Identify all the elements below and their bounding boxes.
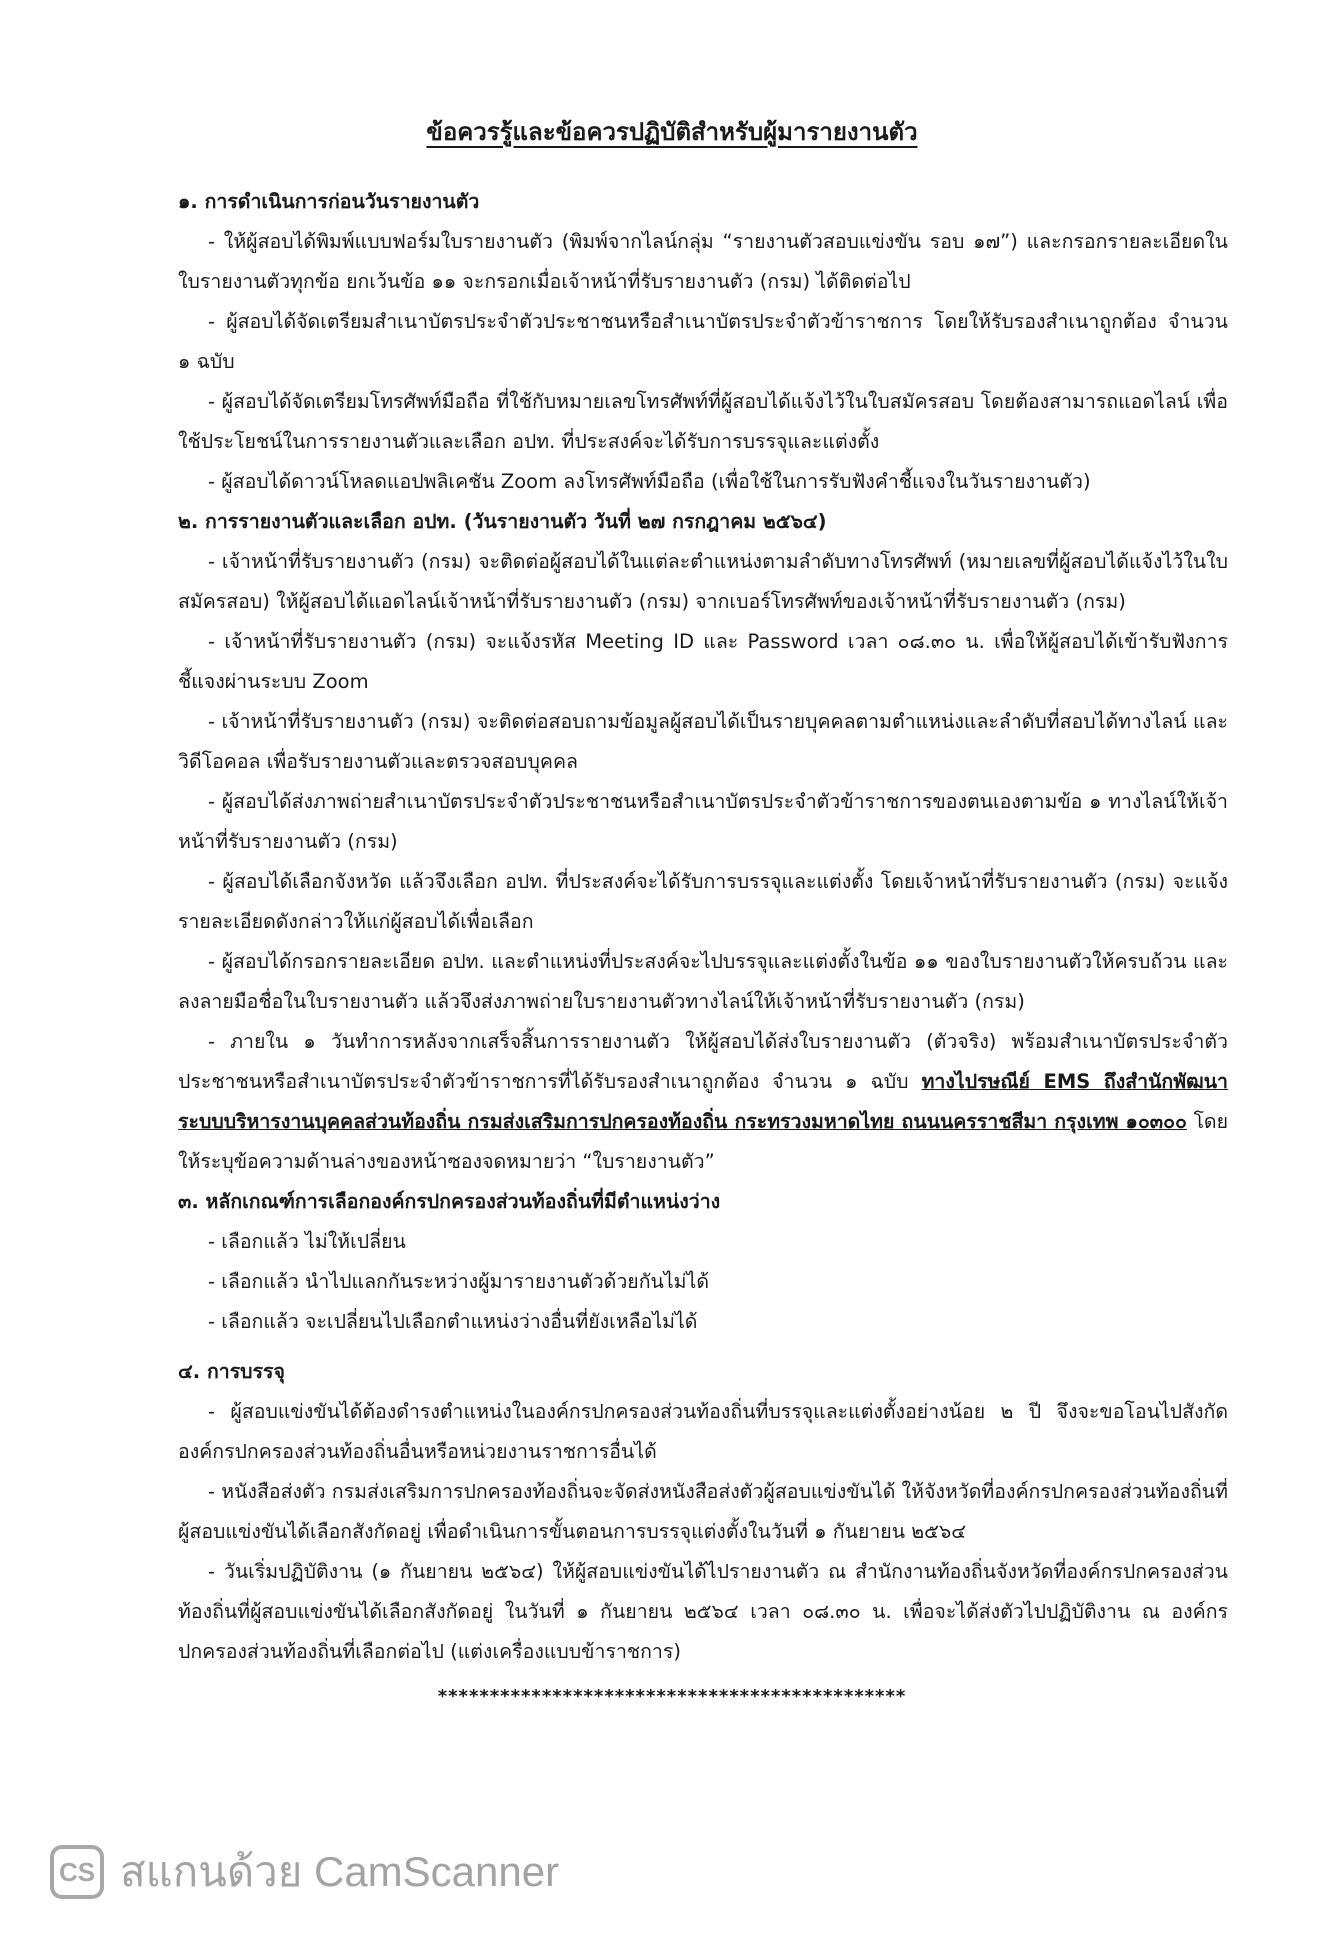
section-2-item-7 [178, 1022, 1228, 1182]
section-2-item-3: - เจ้าหน้าที่รับรายงานตัว (กรม) จะติดต่อสอบถามข้อมูลผู้สอบได้เป็นรายบุคคลตามตำแหน่งและลำดับที่สอบได้ทางไลน์ และวิดีโอคอล เพื่อรับรายงานตัวและตรวจสอบบุคคล [178, 710, 1228, 773]
section-4-item-2: - หนังสือส่งตัว กรมส่งเสริมการปกครองท้องถิ่นจะจัดส่งหนังสือส่งตัวผู้สอบแข่งขันได้ ให้จังหวัดที่องค์กรปกครองส่วนท้องถิ่นที่ผู้สอบแข่งขันได้เลือกสังกัดอยู่ เพื่อดำเนินการขั้นตอนการบรรจุแต่งตั้งในวันที่ ๑ กันยายน ๒๕๖๔ [178, 1480, 1228, 1543]
section-2-item-2: - เจ้าหน้าที่รับรายงานตัว (กรม) จะแจ้งรหัส Meeting ID และ Password เวลา ๐๘.๓๐ น. เพื่อให้ผู้สอบได้เข้ารับฟังการชี้แจงผ่านระบบ Zoom [178, 630, 1228, 693]
section-1-item-1: - ให้ผู้สอบได้พิมพ์แบบฟอร์มใบรายงานตัว (พิมพ์จากไลน์กลุ่ม “รายงานตัวสอบแข่งขัน รอบ ๑๗”) และกรอกรายละเอียดในใบรายงานตัวทุกข้อ ยกเว้นข้อ ๑๑ จะกรอกเมื่อเจ้าหน้าที่รับรายงานตัว (กรม) ได้ติดต่อไป [178, 230, 1228, 293]
section-1-item-2: - ผู้สอบได้จัดเตรียมสำเนาบัตรประจำตัวประชาชนหรือสำเนาบัตรประจำตัวข้าราชการ โดยให้รับรองสำเนาถูกต้อง จำนวน ๑ ฉบับ [178, 310, 1228, 373]
section-2-item-5: - ผู้สอบได้เลือกจังหวัด แล้วจึงเลือก อปท. ที่ประสงค์จะได้รับการบรรจุและแต่งตั้ง โดยเจ้าหน้าที่รับรายงานตัว (กรม) จะแจ้งรายละเอียดดังกล่าวให้แก่ผู้สอบได้เพื่อเลือก [178, 870, 1228, 933]
section-1-item-4: - ผู้สอบได้ดาวน์โหลดแอปพลิเคชัน Zoom ลงโทรศัพท์มือถือ (เพื่อใช้ในการรับฟังคำชี้แจงในวันรายงานตัว) [208, 470, 1091, 493]
section-2-item-4: - ผู้สอบได้ส่งภาพถ่ายสำเนาบัตรประจำตัวประชาชนหรือสำเนาบัตรประจำตัวข้าราชการของตนเองตามข้อ ๑ ทางไลน์ให้เจ้าหน้าที่รับรายงานตัว (กรม) [178, 790, 1228, 853]
section-gap [178, 1342, 1228, 1352]
section-2-item-1: - เจ้าหน้าที่รับรายงานตัว (กรม) จะติดต่อผู้สอบได้ในแต่ละตำแหน่งตามลำดับทางโทรศัพท์ (หมายเลขที่ผู้สอบได้แจ้งไว้ในใบสมัครสอบ) ให้ผู้สอบได้แอดไลน์เจ้าหน้าที่รับรายงานตัว (กรม) จากเบอร์โทรศัพท์ของเจ้าหน้าที่รับรายงานตัว (กรม) [178, 550, 1228, 613]
section-2-item-6: - ผู้สอบได้กรอกรายละเอียด อปท. และตำแหน่งที่ประสงค์จะไปบรรจุและแต่งตั้งในข้อ ๑๑ ของใบรายงานตัวให้ครบถ้วน และลงลายมือชื่อในใบรายงานตัว แล้วจึงส่งภาพถ่ายใบรายงานตัวทางไลน์ให้เจ้าหน้าที่รับรายงานตัว (กรม) [178, 950, 1228, 1013]
section-2-item-7-before: - ภายใน ๑ วันทำการหลังจากเสร็จสิ้นการรายงานตัว ให้ผู้สอบได้ส่งใบรายงานตัว (ตัวจริง) พร้อมสำเนาบัตรประจำตัวประชาชนหรือสำเนาบัตรประจำตัวข้าราชการที่ได้รับรองสำเนาถูกต้อง จำนวน ๑ ฉบับ [178, 1030, 1228, 1093]
section-3-item-3: - เลือกแล้ว จะเปลี่ยนไปเลือกตำแหน่งว่างอื่นที่ยังเหลือไม่ได้ [208, 1310, 698, 1333]
section-4-item-1: - ผู้สอบแข่งขันได้ต้องดำรงตำแหน่งในองค์กรปกครองส่วนท้องถิ่นที่บรรจุและแต่งตั้งอย่างน้อย ๒ ปี จึงจะขอโอนไปสังกัดองค์กรปกครองส่วนท้องถิ่นอื่นหรือหน่วยงานราชการอื่นได้ [178, 1400, 1228, 1463]
section-heading-3: ๓. หลักเกณฑ์การเลือกองค์กรปกครองส่วนท้องถิ่นที่มีตำแหน่งว่าง [178, 1190, 721, 1213]
section-3-item-1: - เลือกแล้ว ไม่ให้เปลี่ยน [208, 1230, 406, 1253]
watermark-text: สแกนด้วย CamScanner [120, 1848, 560, 1895]
document-title: ข้อควรรู้และข้อควรปฏิบัติสำหรับผู้มารายงานตัว [426, 118, 918, 146]
camscanner-logo-icon: CS [50, 1845, 104, 1899]
section-heading-1: ๑. การดำเนินการก่อนวันรายงานตัว [178, 190, 480, 213]
section-2-item-7-after: โดยให้ระบุข้อความด้านล่างของหน้าซองจดหมายว่า “ใบรายงานตัว” [178, 1110, 1229, 1173]
ems-address-underlined: ทางไปรษณีย์ EMS ถึงสำนักพัฒนาระบบบริหารงานบุคคลส่วนท้องถิ่น กรมส่งเสริมการปกครองท้องถิ่น กระทรวงมหาดไทย ถนนนครราชสีมา กรุงเทพ ๑๐๓๐๐ [178, 1070, 1228, 1133]
section-3-item-2: - เลือกแล้ว นำไปแลกกันระหว่างผู้มารายงานตัวด้วยกันไม่ได้ [208, 1270, 709, 1293]
section-heading-2: ๒. การรายงานตัวและเลือก อปท. (วันรายงานตัว วันที่ ๒๗ กรกฎาคม ๒๕๖๔) [178, 510, 827, 533]
section-heading-4: ๔. การบรรจุ [178, 1360, 285, 1383]
camscanner-watermark [50, 1842, 559, 1902]
document-body [178, 182, 1228, 1672]
end-marker: ********************************************* [437, 1686, 907, 1707]
section-4-item-3: - วันเริ่มปฏิบัติงาน (๑ กันยายน ๒๕๖๔) ให้ผู้สอบแข่งขันได้ไปรายงานตัว ณ สำนักงานท้องถิ่นจังหวัดที่องค์กรปกครองส่วนท้องถิ่นที่ผู้สอบแข่งขันได้เลือกสังกัดอยู่ ในวันที่ ๑ กันยายน ๒๕๖๔ เวลา ๐๘.๓๐ น. เพื่อจะได้ส่งตัวไปปฏิบัติงาน ณ องค์กรปกครองส่วนท้องถิ่นที่เลือกต่อไป (แต่งเครื่องแบบข้าราชการ) [178, 1560, 1228, 1663]
section-1-item-3: - ผู้สอบได้จัดเตรียมโทรศัพท์มือถือ ที่ใช้กับหมายเลขโทรศัพท์ที่ผู้สอบได้แจ้งไว้ในใบสมัครสอบ โดยต้องสามารถแอดไลน์ เพื่อใช้ประโยชน์ในการรายงานตัวและเลือก อปท. ที่ประสงค์จะได้รับการบรรจุและแต่งตั้ง [178, 390, 1228, 453]
